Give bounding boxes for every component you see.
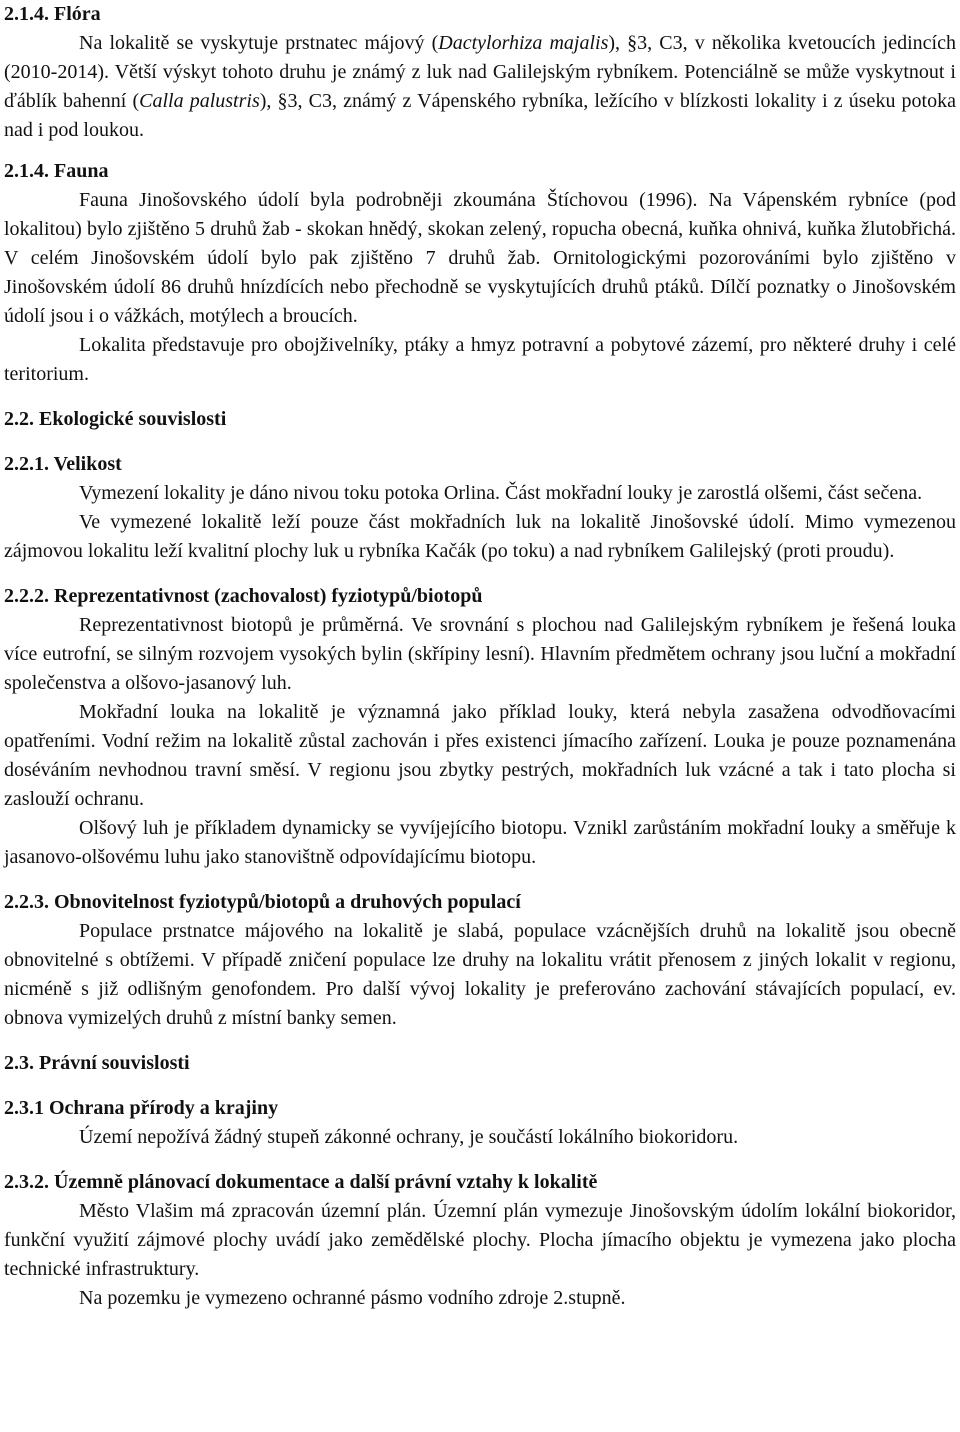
paragraph-flora: Na lokalitě se vyskytuje prstnatec májový (Dactylorhiza majalis), §3, C3, v několika kvetoucích jedincích (2010-2014). Větší výskyt tohoto druhu je známý z luk nad Galilejským rybníkem. Potenciálně se může vyskytnout i ďáblík bahenní (Calla palustris), §3, C3, známý z Vápenského rybníka, ležícího v blízkosti lokality i z úseku potoka nad i pod loukou. xyxy=(4,32,956,141)
heading-ekologicke-souvislosti: 2.2. Ekologické souvislosti xyxy=(4,408,227,430)
heading-fauna: 2.1.4. Fauna xyxy=(4,160,109,182)
paragraph-reprezentativnost-2: Mokřadní louka na lokalitě je významná jako příklad louky, která nebyla zasažena odvodňovacími opatřeními. Vodní režim na lokalitě zůstal zachován i přes existenci jímacího zařízení. Louka je pouze poznamenána doséváním nevhodnou travní směsí. V regionu jsou zbytky pestrých, mokřadních luk vzácné a tak i tato plocha si zaslouží ochranu. xyxy=(4,701,956,810)
heading-pravni-souvislosti: 2.3. Právní souvislosti xyxy=(4,1052,190,1074)
paragraph-velikost-2: Ve vymezené lokalitě leží pouze část mokřadních luk na lokalitě Jinošovské údolí. Mimo vymezenou zájmovou lokalitu leží kvalitní plochy luk u rybníka Kačák (po toku) a nad rybníkem Galilejský (proti proudu). xyxy=(4,511,956,562)
paragraph-velikost-1: Vymezení lokality je dáno nivou toku potoka Orlina. Část mokřadní louky je zarostlá olšemi, část sečena. xyxy=(79,482,923,504)
paragraph-ochrana-prirody: Území nepožívá žádný stupeň zákonné ochrany, je součástí lokálního biokoridoru. xyxy=(79,1126,739,1148)
heading-uzemne-planovaci: 2.3.2. Územně plánovací dokumentace a další právní vztahy k lokalitě xyxy=(4,1171,598,1193)
paragraph-uzemne-planovaci-1: Město Vlašim má zpracován územní plán. Územní plán vymezuje Jinošovským údolím lokální biokoridor, funkční využití zájmové plochy uvádí jako zemědělské plochy. Plocha jímacího objektu je vymezena jako plocha technické infrastruktury. xyxy=(4,1200,956,1280)
paragraph-fauna-1: Fauna Jinošovského údolí byla podrobněji zkoumána Štíchovou (1996). Na Vápenském rybníce (pod lokalitou) bylo zjištěno 5 druhů žab - skokan hnědý, skokan zelený, ropucha obecná, kuňka ohnivá, kuňka žlutobřichá. V celém Jinošovském údolí bylo pak zjištěno 7 druhů žab. Ornitologickými pozorováními bylo zjištěno v Jinošovském údolí 86 druhů hnízdících nebo přechodně se vyskytujících druhů ptáků. Dílčí poznatky o Jinošovském údolí jsou i o vážkách, motýlech a broucích. xyxy=(4,189,956,327)
heading-ochrana-prirody: 2.3.1 Ochrana přírody a krajiny xyxy=(4,1097,279,1119)
heading-flora: 2.1.4. Flóra xyxy=(4,3,101,25)
paragraph-reprezentativnost-3: Olšový luh je příkladem dynamicky se vyvíjejícího biotopu. Vznikl zarůstáním mokřadní louky a směřuje k jasanovo-olšovému luhu jako stanovištně odpovídajícímu biotopu. xyxy=(4,817,956,868)
paragraph-obnovitelnost: Populace prstnatce májového na lokalitě je slabá, populace vzácnějších druhů na lokalitě jsou obecně obnovitelné s obtížemi. V případě zničení populace lze druhy na lokalitu vrátit přenosem z jiných lokalit v regionu, nicméně s již odlišným genofondem. Pro další vývoj lokality je preferováno zachování stávajících populací, ev. obnova vymizelých druhů z místní banky semen. xyxy=(4,920,956,1029)
heading-velikost: 2.2.1. Velikost xyxy=(4,453,122,475)
heading-obnovitelnost: 2.2.3. Obnovitelnost fyziotypů/biotopů a druhových populací xyxy=(4,891,521,913)
heading-reprezentativnost: 2.2.2. Reprezentativnost (zachovalost) fyziotypů/biotopů xyxy=(4,585,483,607)
paragraph-uzemne-planovaci-2: Na pozemku je vymezeno ochranné pásmo vodního zdroje 2.stupně. xyxy=(79,1287,626,1309)
paragraph-reprezentativnost-1: Reprezentativnost biotopů je průměrná. Ve srovnání s plochou nad Galilejským rybníkem je řešená louka více eutrofní, se silným rozvojem vysokých bylin (skřípiny lesní). Hlavním předmětem ochrany jsou luční a mokřadní společenstva a olšovo-jasanový luh. xyxy=(4,614,956,694)
paragraph-fauna-2: Lokalita představuje pro obojživelníky, ptáky a hmyz potravní a pobytové zázemí, pro některé druhy i celé teritorium. xyxy=(4,334,956,385)
